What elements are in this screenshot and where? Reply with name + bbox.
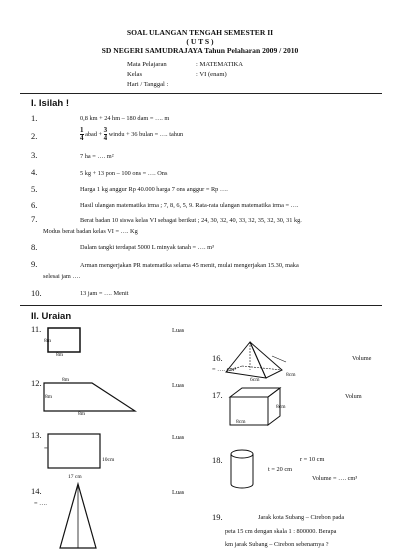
answer-label: Luas [172, 382, 185, 389]
dimension-label: 8m [45, 394, 53, 400]
height-label: t = 20 cm [268, 466, 293, 473]
equals-sign: = [44, 445, 48, 452]
item-number: 3. [31, 150, 38, 160]
item-text: 0,8 km + 24 hm – 180 dam = …. m [80, 115, 170, 122]
answer-equals: = …. [34, 500, 47, 507]
item-text: 13 jam = …. Menit [80, 290, 129, 297]
radius-label: r = 10 cm [300, 456, 325, 463]
dimension-label: 6cm [250, 377, 260, 383]
item-text: Arman mengerjakan PR matematika selama 45 menit, mulai mengerjakan 15.30, maka [80, 262, 299, 269]
item-number: 10. [31, 288, 42, 298]
item-number: 13. [31, 430, 42, 440]
dimension-label: 8m [56, 352, 64, 358]
item-number: 1. [31, 113, 38, 123]
answer-label: Luas [172, 434, 185, 441]
answer-label: Volume [352, 355, 372, 362]
item-number: 6. [31, 200, 38, 210]
subject-value: : MATEMATIKA [196, 61, 244, 68]
triangle-figure [58, 482, 108, 550]
item-number: 16. [212, 353, 223, 363]
class-value: : VI (enam) [196, 71, 227, 78]
header-divider [20, 93, 382, 94]
item-number: 2. [31, 131, 38, 141]
doc-subtitle: ( U T S ) [186, 37, 214, 46]
item-text: $\frac{1}{4}$ abad + $\frac{3}{4}$ windu + 36 bulan = …. tahun [80, 126, 184, 142]
item-number: 19. [212, 512, 223, 522]
item-text-continued: selesai jam …. [43, 273, 81, 280]
item-text-continued: km jarak Subang – Cirebon sebenarnya ? [225, 541, 329, 548]
day-date-label: Hari / Tanggal : [127, 81, 169, 88]
item-number: 11. [31, 324, 42, 334]
section-divider [20, 305, 382, 306]
dimension-label: 8m [44, 338, 52, 344]
dimension-label: 17 cm [68, 474, 82, 480]
dimension-label: 8cm [276, 404, 286, 410]
item-text: Dalam tangki terdapat 5000 L minyak tanah = …. m³ [80, 244, 214, 251]
dimension-label: 8cm [286, 372, 296, 378]
school-name: SD NEGERI SAMUDRAJAYA Tahun Pelaharan 2009 / 2010 [101, 46, 299, 55]
item-number: 9. [31, 259, 38, 269]
dimension-label: 8m [78, 411, 86, 417]
item-text: Berat badan 10 siswa kelas VI sebagai berikut ; 24, 30, 32, 40, 33, 32, 35, 32, 30, 31 kg. [80, 217, 302, 224]
section2-title: II. Uraian [31, 311, 72, 322]
class-label: Kelas [127, 71, 143, 78]
item-number: 12. [31, 378, 42, 388]
item-text-continued: peta 15 cm dengan skala 1 : 800000. Berapa [225, 528, 337, 535]
item-number: 17. [212, 390, 223, 400]
answer-label: Luas [172, 489, 185, 496]
item-text: Harga 1 kg anggur Rp 40.000 harga 7 ons anggur = Rp …. [80, 186, 228, 193]
rectangle-figure [46, 430, 102, 470]
dimension-label: 10cm [102, 457, 115, 463]
dimension-label: 8cm [236, 419, 246, 425]
item-text: Hasil ulangan matematika irma ; 7, 8, 6, 5, 9. Rata-rata ulangan matematika irma = …. [80, 202, 299, 209]
item-number: 7. [31, 214, 38, 224]
item-number: 5. [31, 184, 38, 194]
item-text: Jarak kota Subang – Cirebon pada [258, 514, 345, 521]
item-number: 18. [212, 455, 223, 465]
item-text-continued: Modus berat badan kelas VI = …. Kg [43, 228, 138, 235]
section1-title: I. Isilah ! [31, 98, 70, 109]
answer-equals: = …. cm³ [212, 366, 237, 373]
answer-label: Volume = …. cm³ [312, 475, 358, 482]
trapezoid-figure [40, 378, 140, 418]
cylinder-figure [228, 448, 258, 492]
answer-label: Volum [345, 393, 362, 400]
fraction: $\frac{3}{4}$ [103, 126, 108, 142]
item-text: 7 ha = …. m² [80, 153, 114, 160]
answer-label: Luas [172, 327, 185, 334]
fraction: $\frac{1}{4}$ [80, 126, 84, 142]
item-number: 8. [31, 242, 38, 252]
dimension-label: 8m [62, 377, 70, 383]
subject-label: Mata Pelajaran [127, 61, 167, 68]
item-text: 5 kg + 13 pon – 100 ons = …. Ons [80, 170, 168, 177]
item-number: 14. [31, 486, 42, 496]
doc-title: SOAL ULANGAN TENGAH SEMESTER II [126, 28, 274, 37]
item-number: 4. [31, 167, 38, 177]
